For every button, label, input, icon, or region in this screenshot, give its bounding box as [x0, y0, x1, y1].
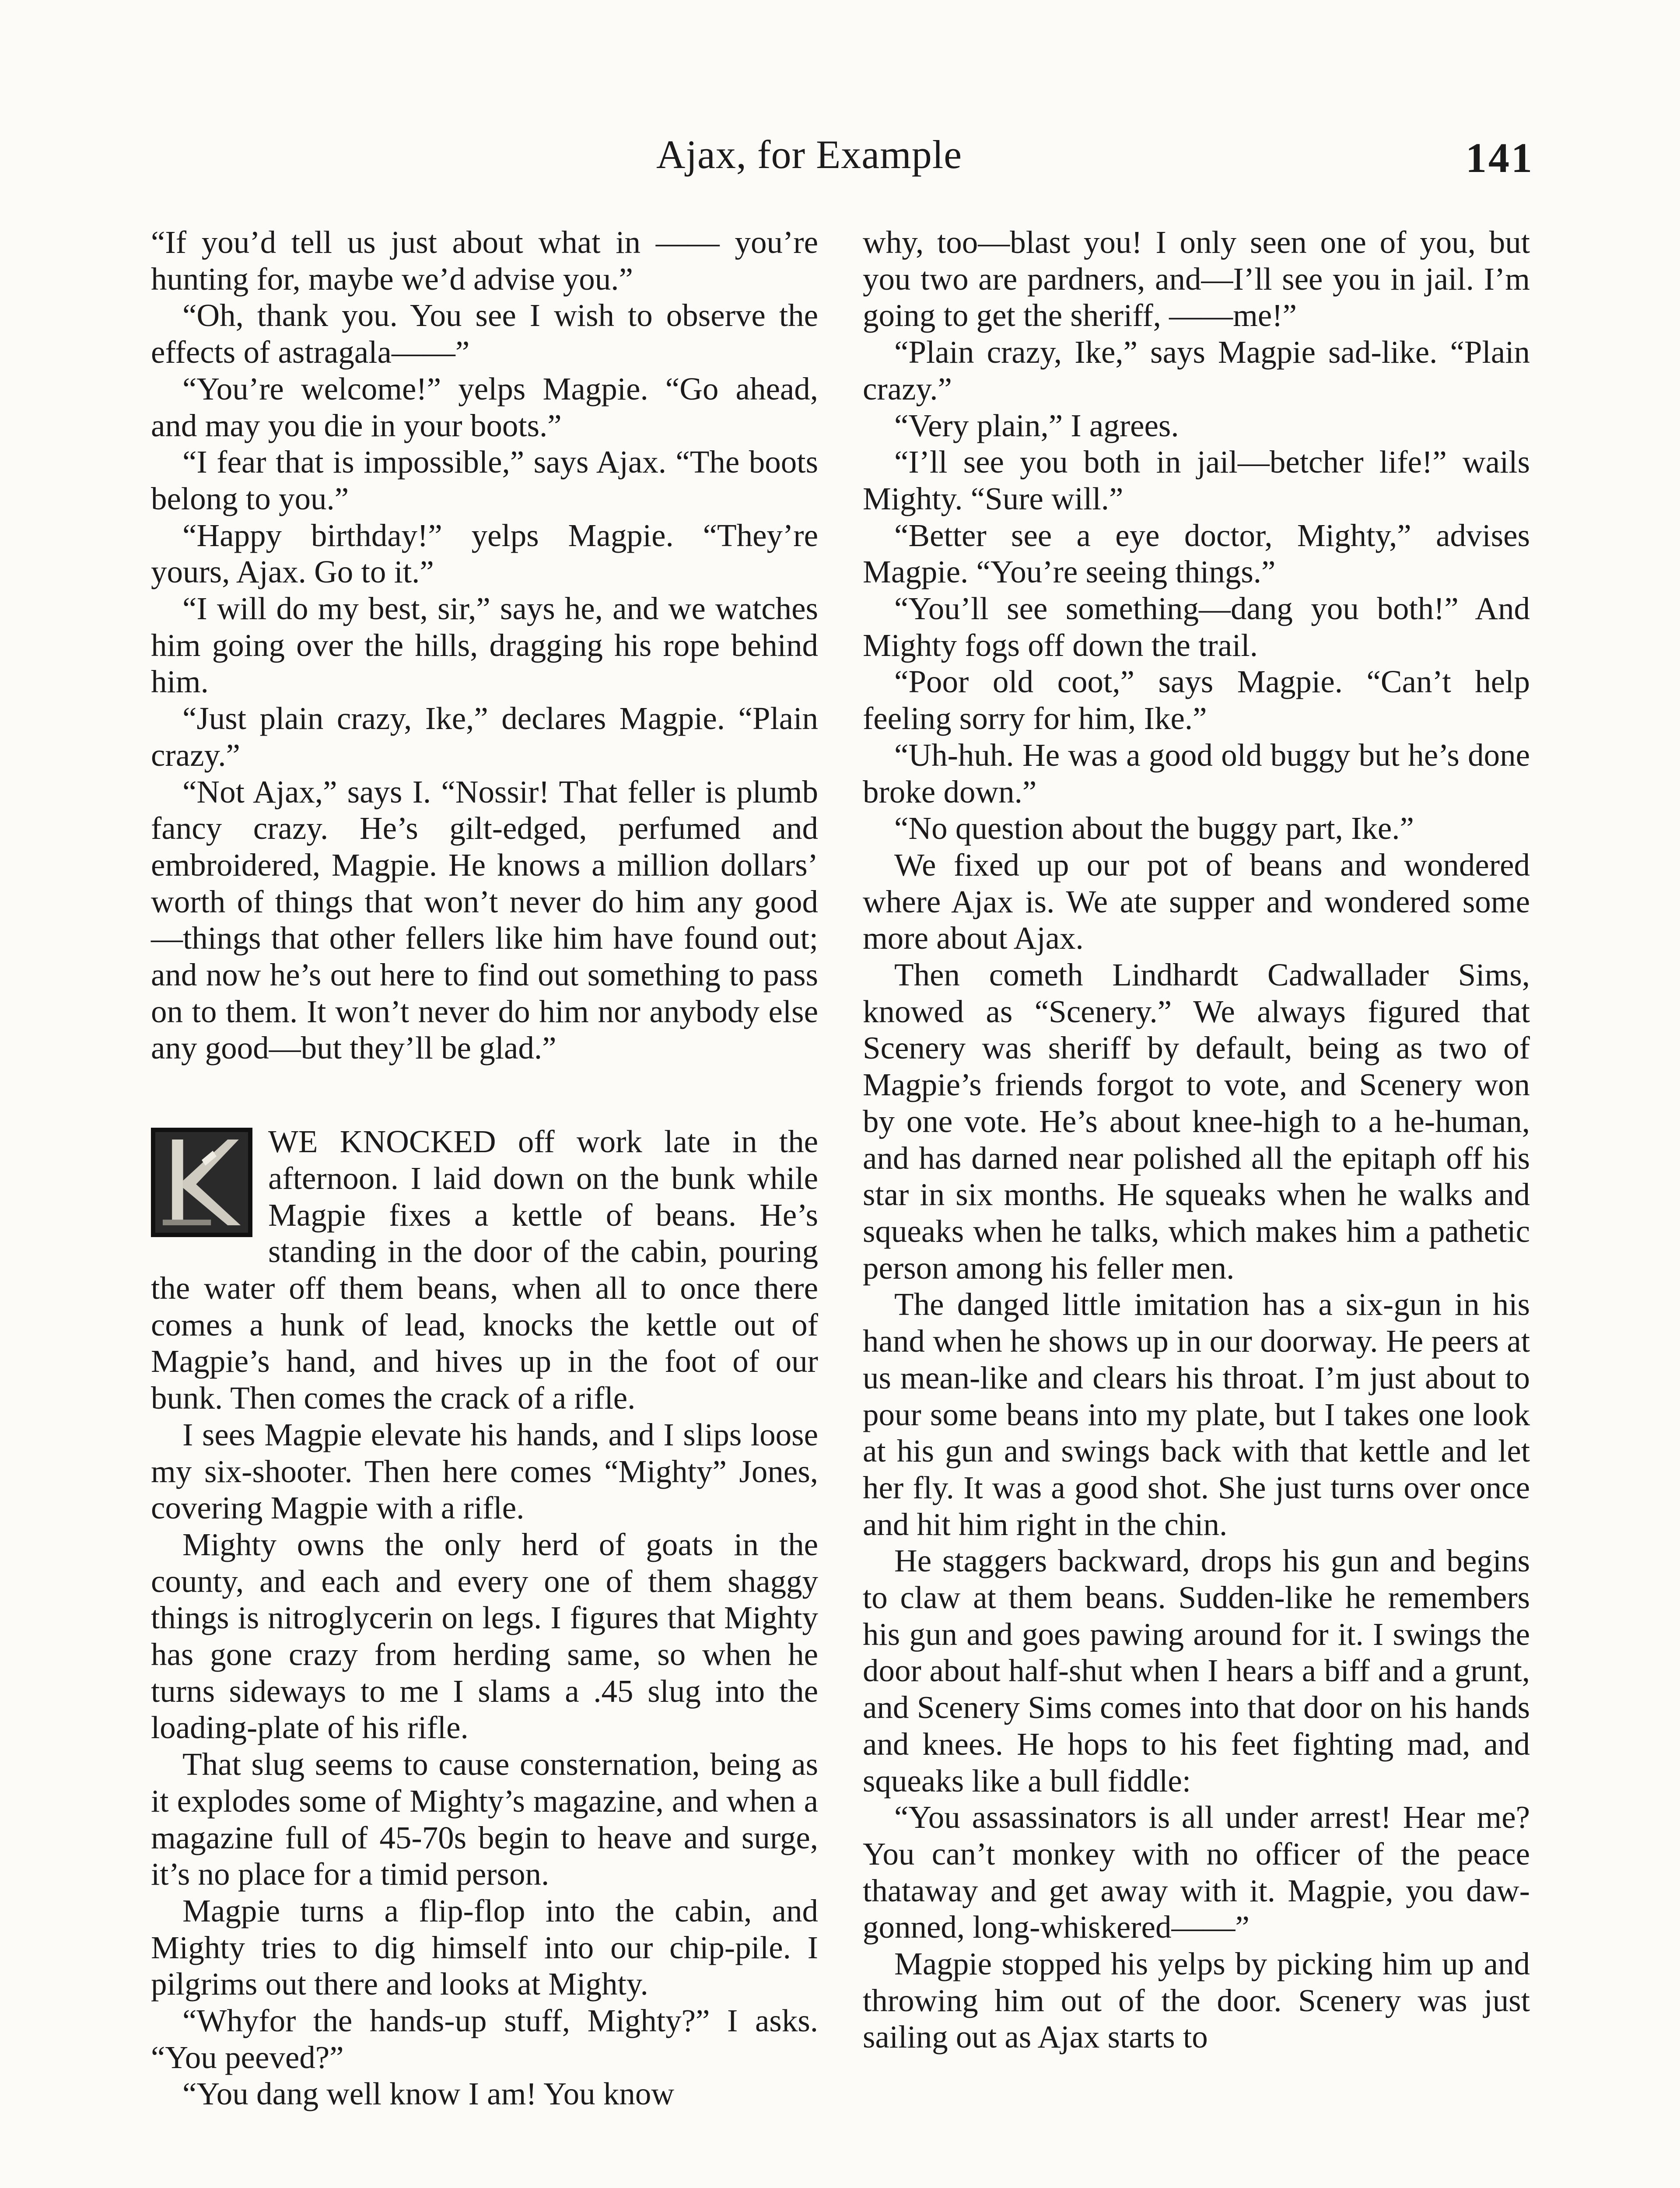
paragraph: “Whyfor the hands-up stuff, Mighty?” I asks. “You peeved?”: [151, 2003, 818, 2075]
paragraph: “You’re welcome!” yelps Magpie. “Go ahead, and may you die in your boots.”: [151, 371, 818, 443]
paragraph: “Just plain crazy, Ike,” declares Magpie. “Plain crazy.”: [151, 701, 818, 773]
section-opening-paragraph: WE KNOCKED off work late in the afternoon. I laid down on the bunk while Magpie fixes a kettle of beans. He’s standing in the door of the cabin, pouring the water off them beans, when all to once there comes a hunk of lead, knocks the kettle out of Magpie’s hand, and hives up in the foot of our bunk. Then comes the crack of a rifle.: [151, 1124, 818, 1416]
paragraph: “You’ll see something—dang you both!” And Mighty fogs off down the trail.: [863, 591, 1530, 663]
paragraph: “No question about the buggy part, Ike.”: [894, 810, 1414, 846]
paragraph: That slug seems to cause consternation, being as it explodes some of Mighty’s magazine, and when a magazine full of 45-70s begin to heave and surge, it’s no place for a timid person.: [151, 1746, 818, 1892]
paragraph: “Uh-huh. He was a good old buggy but he’s done broke down.”: [863, 737, 1530, 810]
paragraph: Magpie stopped his yelps by picking him up and throwing him out of the door. Scenery was just sailing out as Ajax starts to: [863, 1946, 1530, 2055]
paragraph: “I will do my best, sir,” says he, and we watches him going over the hills, dragging his rope behind him.: [151, 591, 818, 700]
paragraph: “Oh, thank you. You see I wish to observe the effects of astragala——”: [151, 298, 818, 370]
paragraph: “You assassinators is all under arrest! Hear me? You can’t monkey with no officer of the peace thataway and get away with it. Magpie, you daw-gonned, long-whiskered——”: [863, 1799, 1530, 1945]
paragraph: “Not Ajax,” says I. “Nossir! That feller is plumb fancy crazy. He’s gilt-edged, perfumed and embroidered, Magpie. He knows a million dollars’ worth of things that won’t never do him any good—things that other fellers like him have found out; and now he’s out here to find out something to pass on to them. It won’t never do him nor anybody else any good—but they’ll be glad.”: [151, 774, 818, 1066]
drop-cap-illustration: [151, 1128, 252, 1237]
paragraph: The danged little imitation has a six-gun in his hand when he shows up in our doorway. He peers at us mean-like and clears his throat. I’m just about to pour some beans into my plate, but I takes one look at his gun and swings back with that kettle and let her fly. It was a good shot. She just turns over once and hit him right in the chin.: [863, 1287, 1530, 1542]
paragraph: “I fear that is impossible,” says Ajax. “The boots belong to you.”: [151, 444, 818, 516]
paragraph: “Better see a eye doctor, Mighty,” advises Magpie. “You’re seeing things.”: [863, 517, 1530, 590]
paragraph: “You dang well know I am! You know: [182, 2076, 675, 2112]
paragraph: “Poor old coot,” says Magpie. “Can’t help feeling sorry for him, Ike.”: [863, 664, 1530, 736]
left-column: [151, 224, 818, 2112]
paragraph: We fixed up our pot of beans and wondered where Ajax is. We ate supper and wondered some more about Ajax.: [863, 847, 1530, 956]
paragraph: I sees Magpie elevate his hands, and I slips loose my six-shooter. Then here comes “Mighty” Jones, covering Magpie with a rifle.: [151, 1417, 818, 1526]
paragraph: Then cometh Lindhardt Cadwallader Sims, knowed as “Scenery.” We always figured that Scenery was sheriff by default, being as two of Magpie’s friends forgot to vote, and Scenery won by one vote. He’s about knee-high to a he-human, and has darned near polished all the epitaph off his star in six months. He squeaks when he walks and squeaks when he talks, which makes him a pathetic person among his feller men.: [863, 957, 1530, 1286]
paragraph: “Very plain,” I agrees.: [894, 407, 1179, 443]
paragraph: Mighty owns the only herd of goats in the county, and each and every one of them shaggy things is nitroglycerin on legs. I figures that Mighty has gone crazy from herding same, so when he turns sideways to me I slams a .45 slug into the loading-plate of his rifle.: [151, 1526, 818, 1746]
paragraph: “Happy birthday!” yelps Magpie. “They’re yours, Ajax. Go to it.”: [151, 517, 818, 590]
page-number: 141: [1466, 134, 1534, 181]
running-head-title: Ajax, for Example: [656, 132, 962, 177]
paragraph: Magpie turns a flip-flop into the cabin, and Mighty tries to dig himself into our chip-pile. I pilgrims out there and looks at Mighty.: [151, 1893, 818, 2002]
section-break: [151, 1066, 818, 1123]
paragraph: He staggers backward, drops his gun and begins to claw at them beans. Sudden-like he remembers his gun and goes pawing around for it. I swings the door about half-shut when I hears a biff and a grunt, and Scenery Sims comes into that door on his hands and knees. He hops to his feet fighting mad, and squeaks like a bull fiddle:: [863, 1543, 1530, 1799]
paragraph: why, too—blast you! I only seen one of you, but you two are pardners, and—I’ll see you in jail. I’m going to get the sheriff, ——me!”: [863, 224, 1530, 333]
paragraph: “If you’d tell us just about what in —— you’re hunting for, maybe we’d advise you.”: [151, 224, 818, 297]
paragraph: “I’ll see you both in jail—betcher life!” wails Mighty. “Sure will.”: [863, 444, 1530, 516]
right-column: [863, 224, 1530, 2055]
paragraph: “Plain crazy, Ike,” says Magpie sad-like. “Plain crazy.”: [863, 334, 1530, 407]
